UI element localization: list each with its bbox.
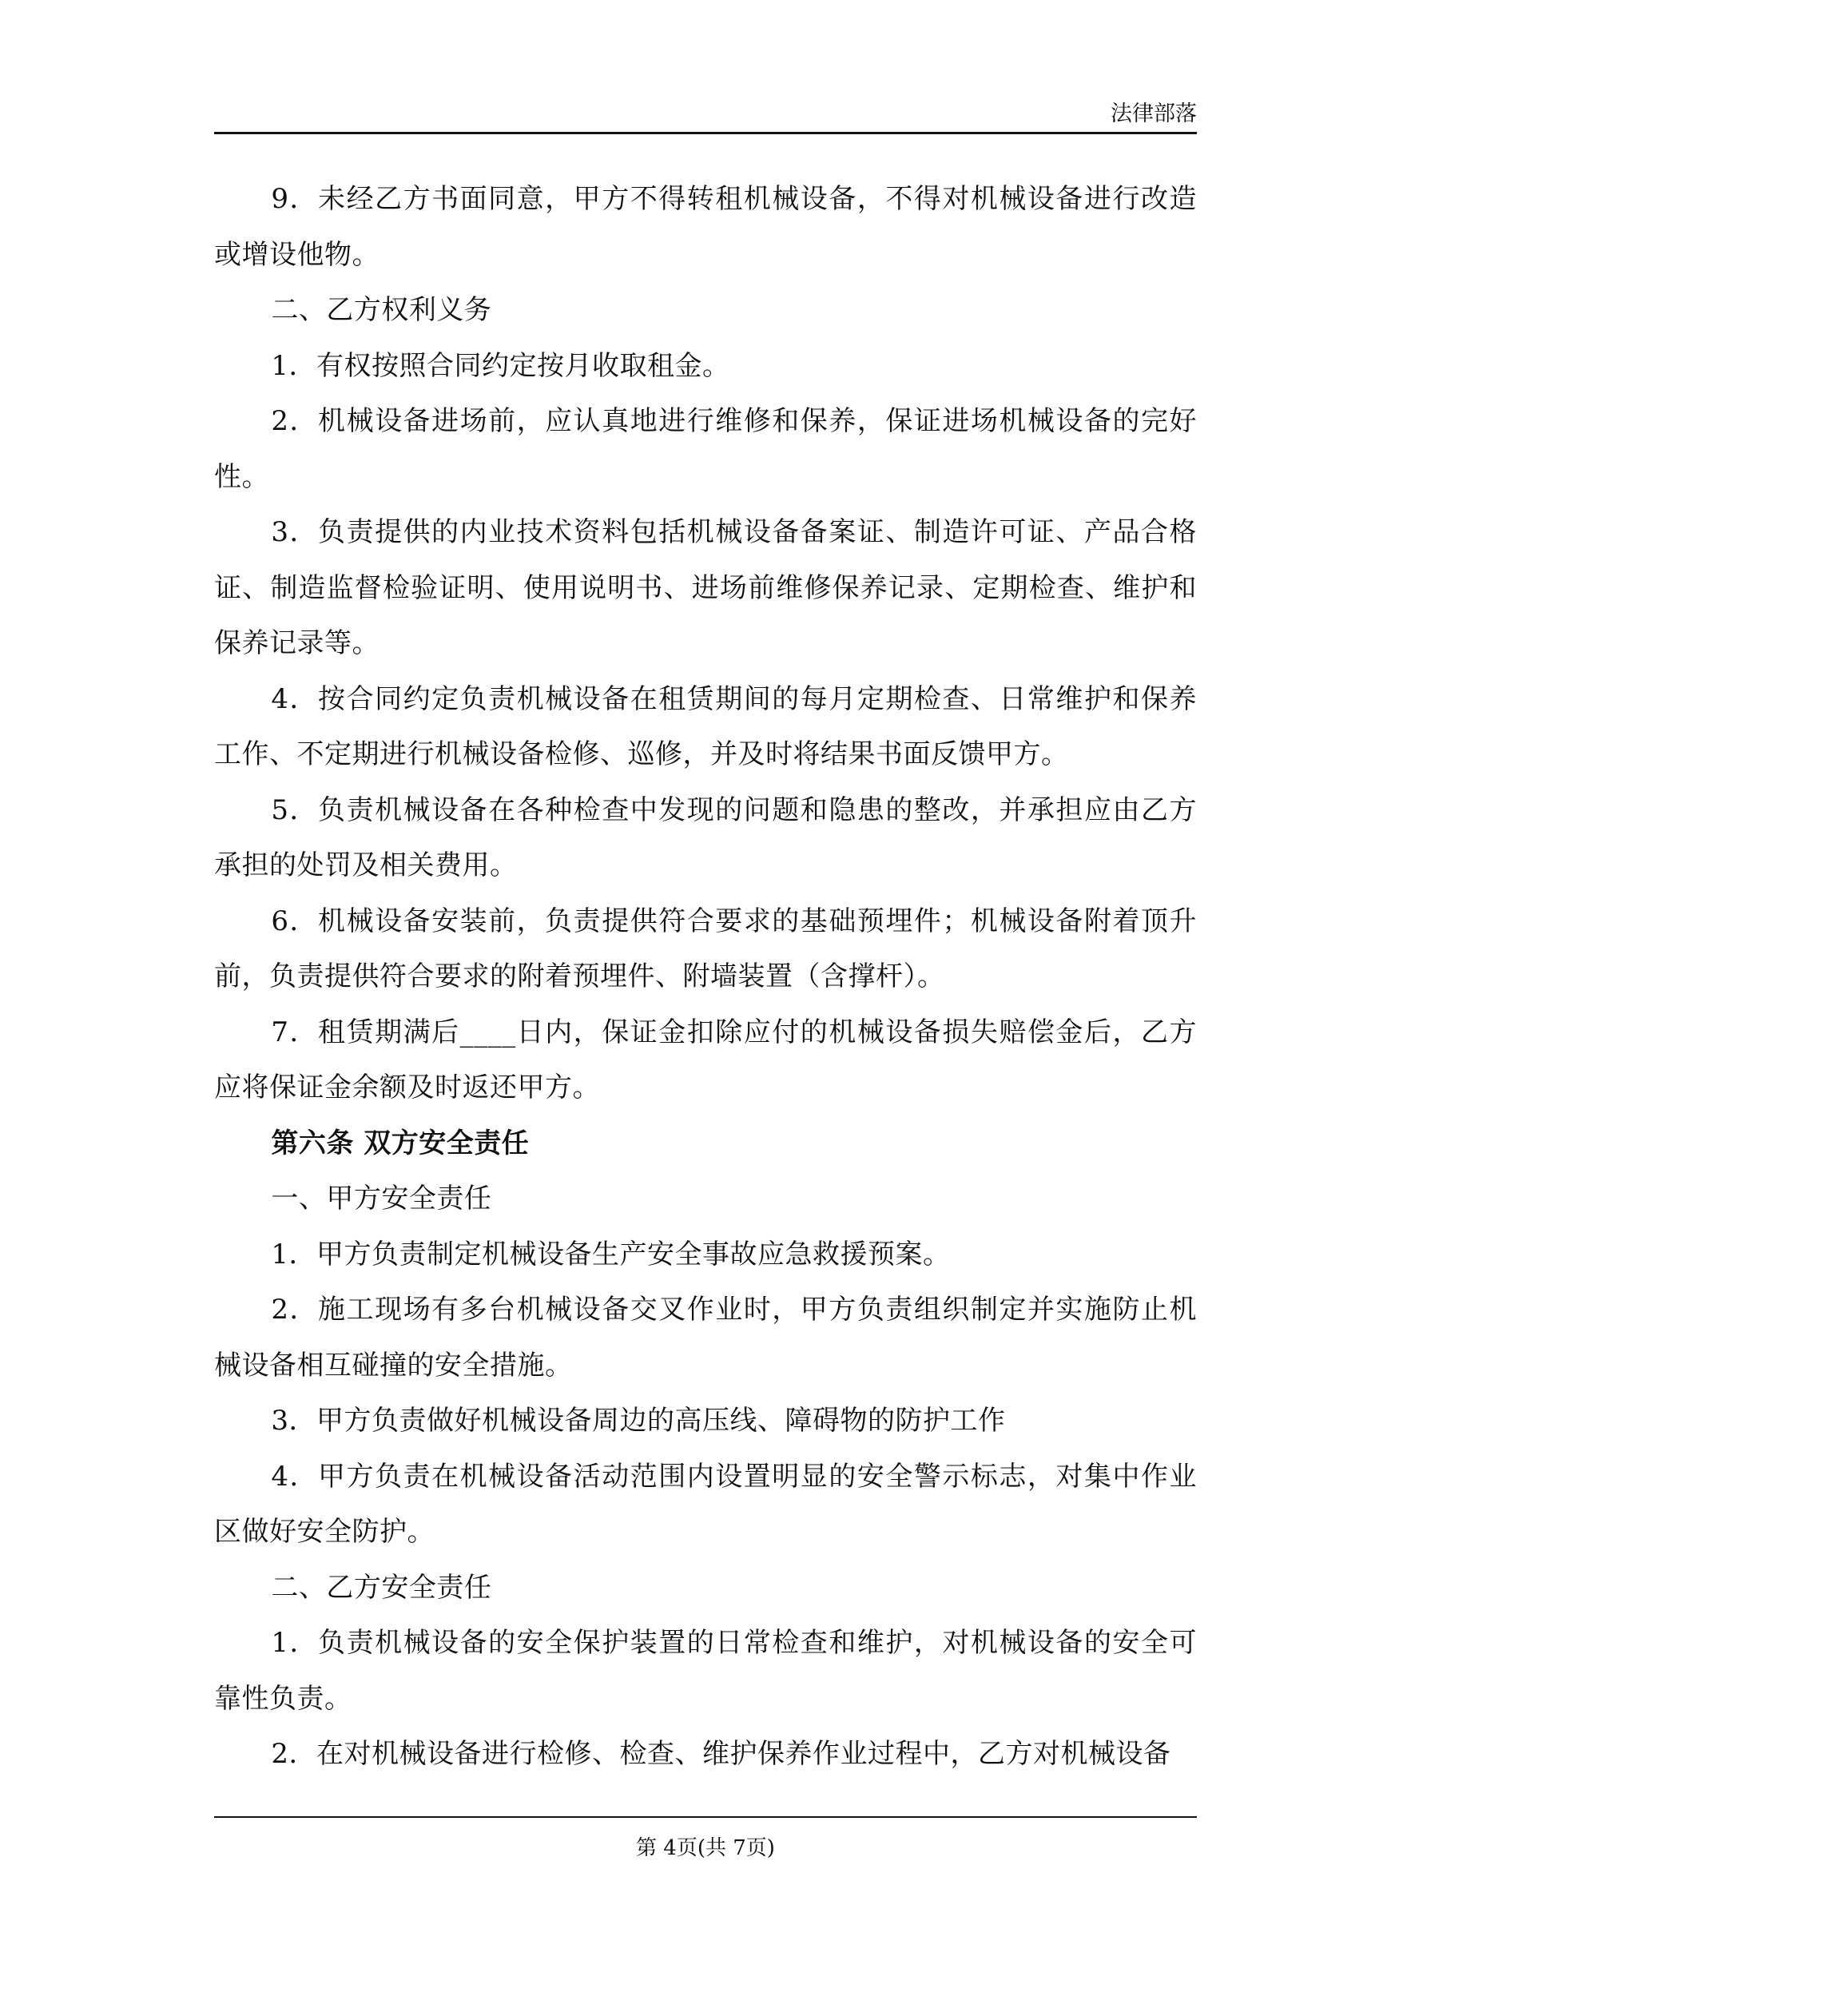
- section-heading: 二、乙方权利义务: [271, 294, 492, 326]
- paragraph: 2．在对机械设备进行检修、检查、维护保养作业过程中，乙方对机械设备: [271, 1738, 1171, 1770]
- paragraph: 4．按合同约定负责机械设备在租赁期间的每月定期检查、日常维护和保养工作、不定期进行机械设备检修、巡修，并及时将结果书面反馈甲方。: [214, 682, 1197, 770]
- article-heading: 第六条 双方安全责任: [271, 1127, 530, 1159]
- paragraph: 4．甲方负责在机械设备活动范围内设置明显的安全警示标志，对集中作业区做好安全防护。: [214, 1460, 1197, 1548]
- paragraph: 9．未经乙方书面同意，甲方不得转租机械设备，不得对机械设备进行改造或增设他物。: [214, 183, 1197, 271]
- paragraph: 1．有权按照合同约定按月收取租金。: [271, 349, 730, 382]
- section-heading: 一、甲方安全责任: [271, 1183, 492, 1215]
- page-header-title: 法律部落: [1111, 101, 1197, 126]
- section-heading: 二、乙方安全责任: [271, 1571, 492, 1604]
- paragraph: 2．机械设备进场前，应认真地进行维修和保养，保证进场机械设备的完好性。: [214, 405, 1197, 493]
- paragraph: 5．负责机械设备在各种检查中发现的问题和隐患的整改，并承担应由乙方承担的处罚及相关费用。: [214, 793, 1197, 881]
- paragraph: 2．施工现场有多台机械设备交叉作业时，甲方负责组织制定并实施防止机械设备相互碰撞的安全措施。: [214, 1294, 1197, 1382]
- paragraph: 6．机械设备安装前，负责提供符合要求的基础预埋件；机械设备附着顶升前，负责提供符合要求的附着预埋件、附墙装置（含撑杆）。: [214, 905, 1197, 992]
- paragraph: 7．租赁期满后____日内，保证金扣除应付的机械设备损失赔偿金后，乙方应将保证金余额及时返还甲方。: [214, 1016, 1197, 1103]
- paragraph: 1．负责机械设备的安全保护装置的日常检查和维护，对机械设备的安全可靠性负责。: [214, 1627, 1197, 1715]
- footer-divider: [214, 1816, 1197, 1818]
- document-body: [214, 172, 1197, 1783]
- page-number: 第 4页(共 7页): [636, 1836, 775, 1860]
- paragraph: 3．负责提供的内业技术资料包括机械设备备案证、制造许可证、产品合格证、制造监督检验证明、使用说明书、进场前维修保养记录、定期检查、维护和保养记录等。: [214, 516, 1197, 659]
- paragraph: 3．甲方负责做好机械设备周边的高压线、障碍物的防护工作: [271, 1405, 1006, 1437]
- header-divider: [214, 132, 1197, 134]
- paragraph: 1．甲方负责制定机械设备生产安全事故应急救援预案。: [271, 1238, 951, 1270]
